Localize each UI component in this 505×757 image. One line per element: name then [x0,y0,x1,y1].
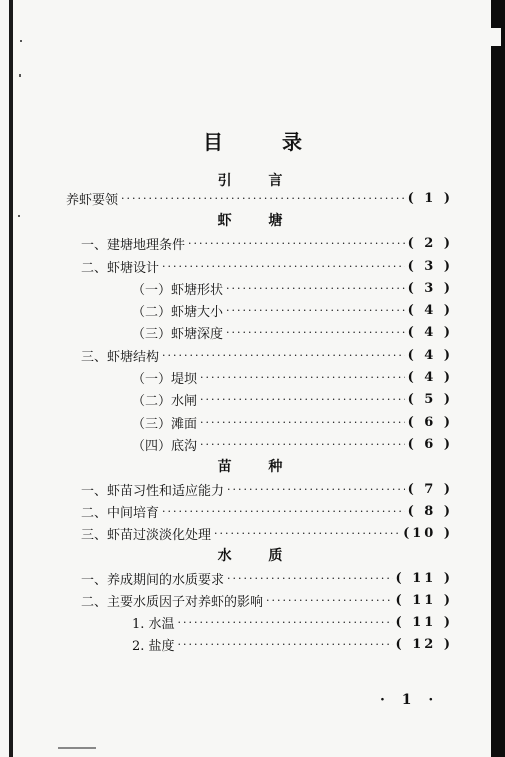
toc-entry-label: （四）底沟 [132,438,198,454]
toc-leader-dots [226,282,405,295]
toc-entry[interactable] [81,524,453,542]
toc-entry-label: （三）虾塘深度 [132,326,224,342]
toc-entry[interactable] [132,413,453,431]
toc-leader-dots [188,237,405,250]
toc-entry[interactable] [132,635,453,653]
toc-leader-dots [200,416,405,429]
toc-entry-page: ( 3 ) [407,258,453,274]
toc-entry-label: （一）堤坝 [132,371,198,387]
toc-entry-label: （三）滩面 [132,416,198,432]
section-heading-fry: 苗 种 [217,459,299,475]
toc-entry-label: 2. 盐度 [132,638,175,654]
section-heading-water: 水 质 [217,548,299,564]
scan-speck [19,74,21,77]
toc-entry[interactable] [132,279,453,297]
scan-edge-left [9,0,13,757]
toc-entry-page: (10 ) [403,525,453,541]
scan-edge-right [491,0,505,757]
toc-entry-label: 养虾要领 [66,192,119,208]
toc-entry[interactable] [66,189,453,207]
toc-entry-page: ( 6 ) [407,436,453,452]
toc-entry-label: 二、主要水质因子对养虾的影响 [81,594,264,610]
scan-speck [20,40,22,42]
toc-entry-label: （二）水闸 [132,393,198,409]
toc-entry-label: （二）虾塘大小 [132,304,224,320]
toc-entry[interactable] [132,613,453,631]
toc-entry-page: ( 4 ) [407,302,453,318]
toc-entry-label: 一、虾苗习性和适应能力 [81,483,225,499]
toc-entry[interactable] [132,435,453,453]
toc-leader-dots [227,483,405,496]
scan-edge-notch [491,28,501,46]
toc-entry[interactable] [132,368,453,386]
toc-leader-dots [226,304,405,317]
toc-entry-page: ( 8 ) [407,503,453,519]
section-heading-pond: 虾 塘 [217,213,299,229]
toc-entry-page: ( 5 ) [407,391,453,407]
scan-speck [18,215,20,217]
toc-leader-dots [226,326,405,339]
toc-entry[interactable] [81,346,453,364]
toc-entry[interactable] [132,301,453,319]
toc-entry-label: 三、虾塘结构 [81,349,160,365]
toc-entry-label: 二、虾塘设计 [81,260,160,276]
toc-entry[interactable] [81,480,453,498]
toc-entry-label: 一、养成期间的水质要求 [81,572,225,588]
toc-leader-dots [200,393,405,406]
toc-entry[interactable] [81,569,453,587]
toc-leader-dots [266,594,393,607]
toc-entry-page: ( 2 ) [407,235,453,251]
toc-leader-dots [200,438,405,451]
toc-entry-page: ( 1 ) [407,190,453,206]
toc-leader-dots [121,192,405,205]
toc-entry[interactable] [81,591,453,609]
toc-entry[interactable] [81,257,453,275]
page-number: · 1 · [380,692,440,708]
toc-entry-page: ( 6 ) [407,414,453,430]
toc-entry-label: （一）虾塘形状 [132,282,224,298]
scan-scratch [58,747,96,749]
toc-entry-page: ( 4 ) [407,324,453,340]
toc-leader-dots [162,260,405,273]
toc-entry[interactable] [81,234,453,252]
toc-leader-dots [162,505,405,518]
toc-entry-label: 三、虾苗过淡淡化处理 [81,527,212,543]
toc-leader-dots [227,572,393,585]
toc-leader-dots [162,349,405,362]
toc-entry-page: ( 11 ) [395,570,453,586]
toc-entry-page: ( 11 ) [395,614,453,630]
toc-entry-page: ( 4 ) [407,347,453,363]
toc-leader-dots [200,371,405,384]
toc-entry-page: ( 12 ) [395,636,453,652]
toc-entry-label: 二、中间培育 [81,505,160,521]
toc-entry[interactable] [132,390,453,408]
toc-entry[interactable] [132,323,453,341]
toc-entry-page: ( 11 ) [395,592,453,608]
toc-leader-dots [214,527,400,540]
section-heading-intro: 引 言 [217,173,299,189]
toc-entry[interactable] [81,502,453,520]
toc-leader-dots [178,638,393,651]
toc-entry-label: 一、建塘地理条件 [81,237,186,253]
toc-entry-label: 1. 水温 [132,616,175,632]
toc-leader-dots [178,616,393,629]
toc-entry-page: ( 3 ) [407,280,453,296]
toc-entry-page: ( 7 ) [407,481,453,497]
page-title: 目 录 [203,130,328,154]
toc-entry-page: ( 4 ) [407,369,453,385]
